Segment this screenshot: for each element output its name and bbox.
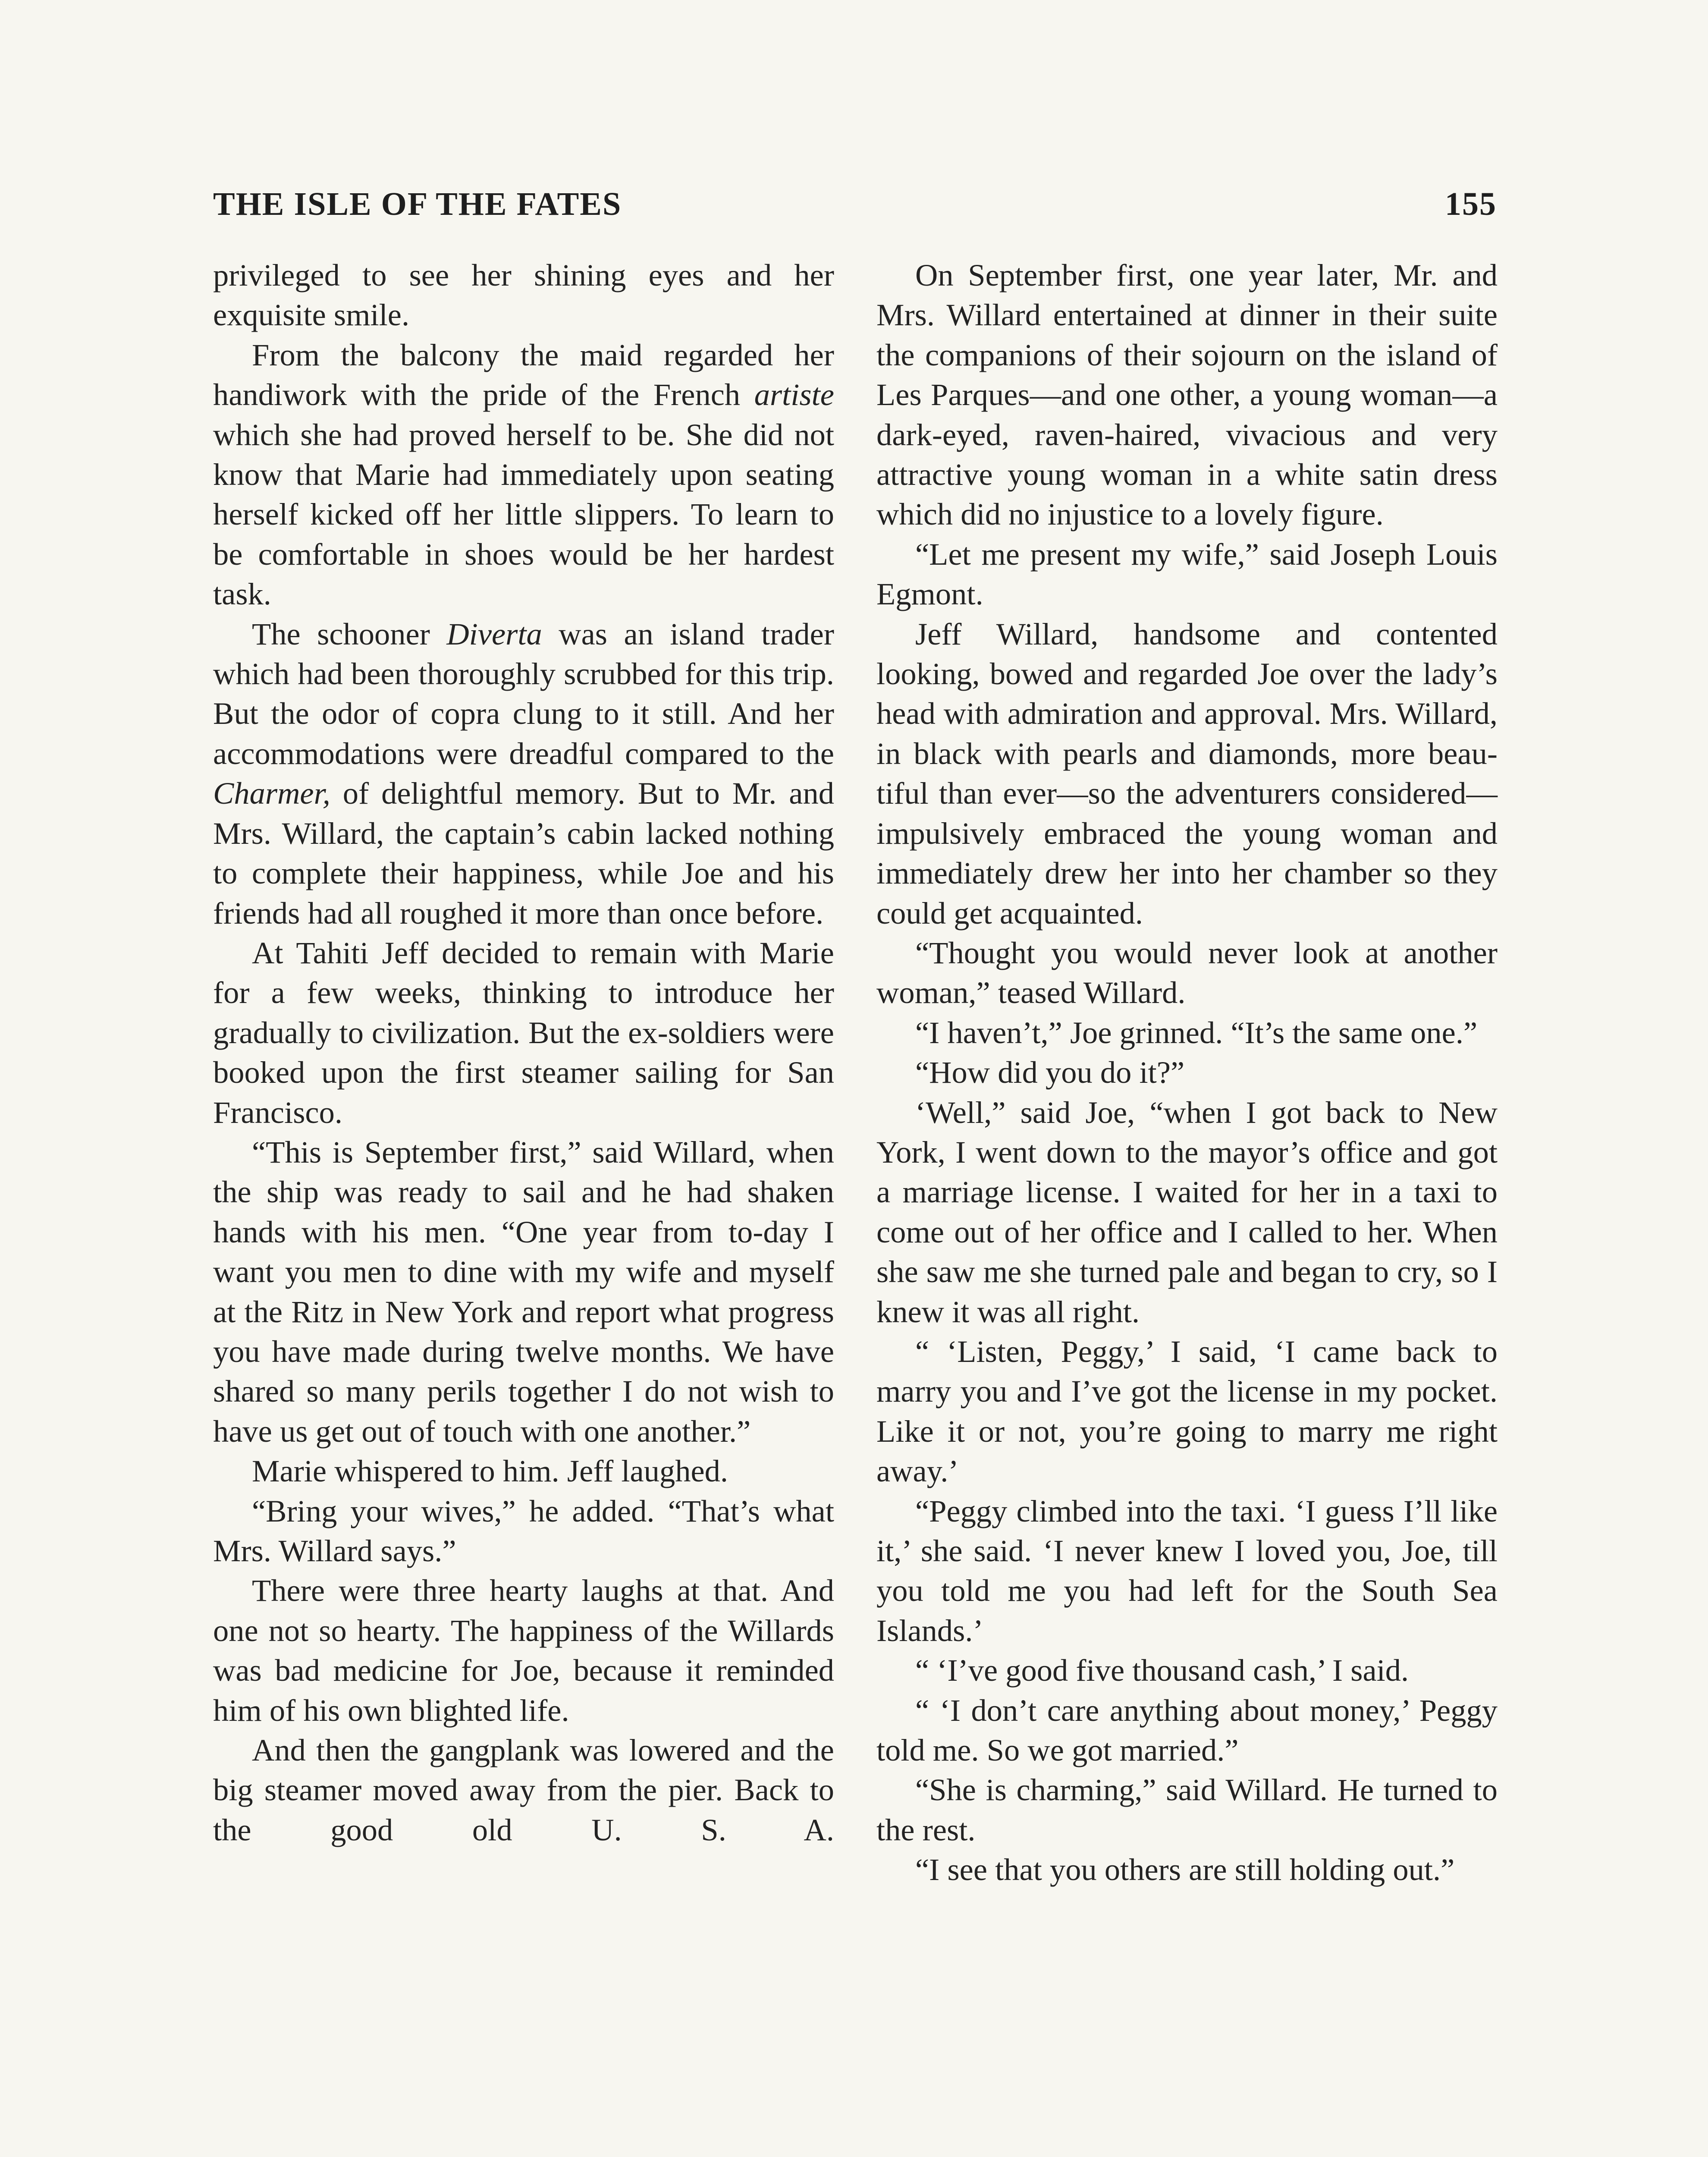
right-text-column xyxy=(876,255,1498,1890)
paragraph-text: “ ‘I’ve good five thousand cash,’ I said. xyxy=(915,1653,1409,1688)
paragraph-text: “I haven’t,” Joe grinned. “It’s the same one.” xyxy=(915,1015,1478,1050)
italic-text: Diverta xyxy=(446,616,542,651)
paragraph-text: Marie whispered to him. Jeff laughed. xyxy=(252,1453,728,1489)
paragraph xyxy=(213,255,834,335)
paragraph-text: “Thought you would never look at another woman,” teased Willard. xyxy=(876,935,1498,1010)
running-header xyxy=(213,186,1497,233)
running-title: THE ISLE OF THE FATES xyxy=(213,186,622,222)
paragraph xyxy=(876,1770,1498,1850)
paragraph-text: “I see that you others are still holding out.” xyxy=(915,1852,1455,1887)
left-text-column xyxy=(213,255,834,1850)
paragraph xyxy=(876,1491,1498,1651)
paragraph-text: “ ‘I don’t care anything about money,’ Peggy told me. So we got married.” xyxy=(876,1692,1498,1768)
paragraph xyxy=(213,1571,834,1730)
paragraph xyxy=(876,1013,1498,1053)
paragraph xyxy=(213,1451,834,1491)
paragraph xyxy=(876,614,1498,933)
paragraph-text: And then the gangplank was lowered and the big steamer moved away from the pier. Back to the good old U. S. A. xyxy=(213,1733,834,1847)
paragraph xyxy=(213,335,834,614)
paragraph xyxy=(213,614,834,933)
paragraph-text: At Tahiti Jeff decided to remain with Marie for a few weeks, thinking to introduce her gradually to civilization. But the ex-soldiers were booked upon the first steamer sailing for San Francisco. xyxy=(213,935,834,1130)
paragraph xyxy=(876,1651,1498,1690)
paragraph xyxy=(213,933,834,1132)
paragraph-text: From the balcony the maid regarded her handiwork with the pride of the French xyxy=(213,337,834,412)
paragraph-text: was an island trader which had been thoroughly scrubbed for this trip. But the odor of copra clung to it still. And her accommodations were dreadful compared to the xyxy=(213,616,834,771)
paragraph-text: “How did you do it?” xyxy=(915,1055,1185,1090)
paragraph xyxy=(213,1491,834,1571)
paragraph xyxy=(876,933,1498,1013)
paragraph-text: of delightful memory. But to Mr. and Mrs. Willard, the captain’s cabin lacked nothing to complete their happiness, while Joe and his friends had all roughed it more than once before. xyxy=(213,776,834,931)
paragraph-text: which she had proved herself to be. She did not know that Marie had immediately upon seating herself kicked off her little slippers. To learn to be comfortable in shoes would be her hardest task. xyxy=(213,417,834,612)
paragraph xyxy=(876,1850,1498,1890)
paragraph-text: privileged to see her shining eyes and her exquisite smile. xyxy=(213,258,834,333)
paragraph-text: “ ‘Listen, Peggy,’ I said, ‘I came back to marry you and I’ve got the license in my pocket. Like it or not, you’re going to marry me right away.’ xyxy=(876,1333,1498,1489)
paragraph-text: The schooner xyxy=(252,616,447,651)
paragraph-text: On September first, one year later, Mr. and Mrs. Willard entertained at dinner in their suite the companions of their sojourn on the island of Les Parques—and one other, a young woman—a dark-eyed, raven-haired, vivacious and very attractive young woman in a white satin dress which did no injustice to a lovely figure. xyxy=(876,258,1498,532)
paragraph-text: There were three hearty laughs at that. And one not so hearty. The happiness of the Willards was bad medicine for Joe, because it reminded him of his own blighted life. xyxy=(213,1573,834,1728)
italic-text: artiste xyxy=(754,377,834,412)
paragraph-text: “This is September first,” said Willard, when the ship was ready to sail and he had shaken hands with his men. “One year from to-day I want you men to dine with my wife and myself at the Ritz in New York and report what progress you have made during twelve months. We have shared so many perils together I do not wish to have us get out of touch with one another.” xyxy=(213,1134,834,1449)
paragraph-text: Jeff Willard, handsome and contented looking, bowed and regarded Joe over the lady’s head with admiration and approval. Mrs. Willard, in black with pearls and diamonds, more beautiful than ever—so the adventurers considered—impulsively embraced the young woman and immediately drew her into her chamber so they could get acquainted. xyxy=(876,616,1498,931)
paragraph-text: “Let me present my wife,” said Joseph Louis Egmont. xyxy=(876,536,1498,612)
paragraph xyxy=(213,1730,834,1850)
paragraph xyxy=(213,1132,834,1451)
page-number: 155 xyxy=(1445,186,1497,222)
paragraph xyxy=(876,1332,1498,1491)
paragraph-text: ‘Well,” said Joe, “when I got back to New York, I went down to the mayor’s office and got a marriage license. I waited for her in a taxi to come out of her office and I called to her. When she saw me she turned pale and began to cry, so I knew it was all right. xyxy=(876,1094,1498,1329)
paragraph xyxy=(876,255,1498,535)
paragraph xyxy=(876,1691,1498,1770)
paragraph xyxy=(876,1093,1498,1332)
paragraph-text: “She is charming,” said Willard. He turned to the rest. xyxy=(876,1772,1498,1847)
paragraph-text: “Peggy climbed into the taxi. ‘I guess I’ll like it,’ she said. ‘I never knew I loved you, Joe, till you told me you had left for the South Sea Islands.’ xyxy=(876,1493,1498,1648)
paragraph xyxy=(876,535,1498,614)
paragraph-text: “Bring your wives,” he added. “That’s what Mrs. Willard says.” xyxy=(213,1493,834,1568)
italic-text: Charmer, xyxy=(213,776,330,811)
paragraph xyxy=(876,1053,1498,1092)
